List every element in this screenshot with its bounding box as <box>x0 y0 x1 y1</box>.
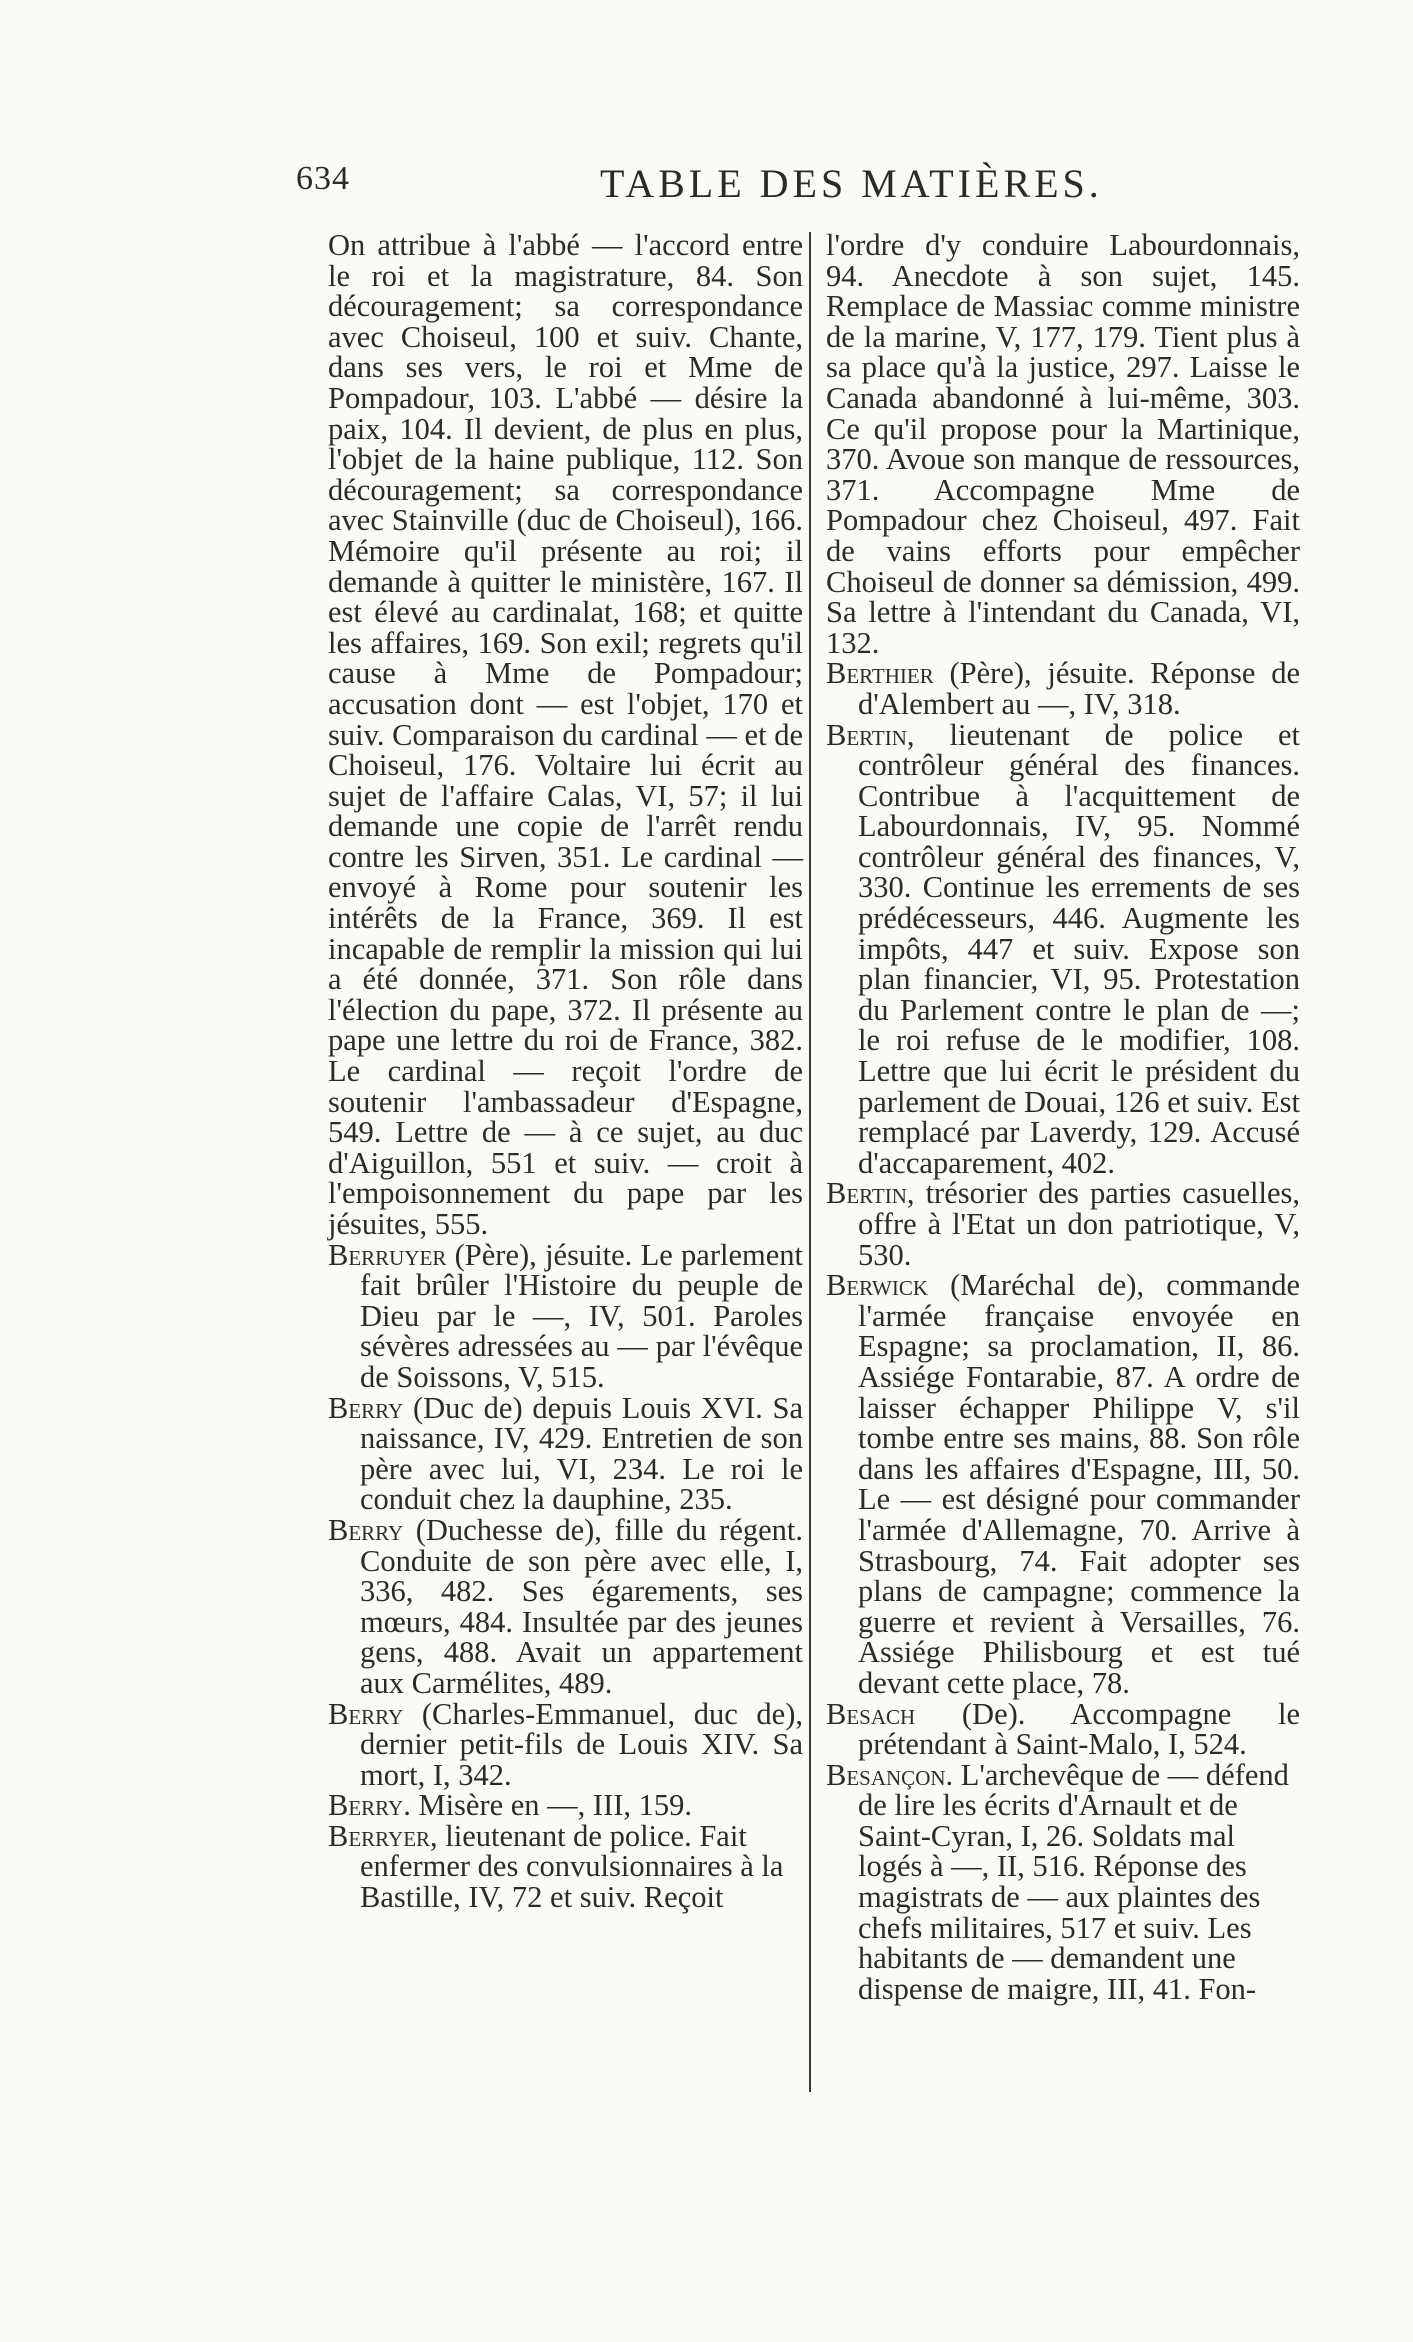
index-entry: Berwick (Maréchal de), commande l'armée française envoyée en Espagne; sa proclamation, II, 86. Assiége Fontarabie, 87. A ordre de laisser échapper Philippe V, s'il tombe entre ses mains, 88. Son rôle dans les affaires d'Espagne, III, 50. Le — est désigné pour commander l'armée d'Allemagne, 70. Arrive à Strasbourg, 74. Fait adopter ses plans de campagne; commence la guerre et revient à Versailles, 76. Assiége Philisbourg et est tué devant cette place, 78. <box>826 1268 1300 1700</box>
entry-heading: Besançon <box>826 1757 946 1792</box>
entry-heading: Berryer <box>328 1818 431 1853</box>
index-entry: Berryer, lieutenant de police. Fait enfermer des convulsionnaires à la Bastille, IV, 72 et suiv. Reçoit <box>328 1818 784 1915</box>
entry-heading: Bertin <box>826 1176 907 1211</box>
running-title: TABLE DES MATIÈRES. <box>600 161 1103 206</box>
index-entry: Berry (Duc de) depuis Louis XVI. Sa naissance, IV, 429. Entretien de son père avec lui, VI, 234. Le roi le conduit chez la dauphine, 235. <box>328 1390 803 1517</box>
entry-heading: Bertin <box>826 717 907 752</box>
entry-heading: Berry <box>328 1788 404 1823</box>
entry-heading: Berry <box>328 1696 404 1731</box>
index-entry: Berry. Misère en —, III, 159. <box>328 1788 693 1823</box>
entry-heading: Berruyer <box>328 1237 447 1272</box>
entry-heading: Besach <box>826 1696 916 1731</box>
index-entry: Besach (De). Accompagne le prétendant à Saint-Malo, I, 524. <box>826 1696 1300 1762</box>
entry-heading: Berry <box>328 1390 404 1425</box>
index-entry: l'ordre d'y conduire Labourdonnais, 94. Anecdote à son sujet, 145. Remplace de Massiac comme ministre de la marine, V, 177, 179. Tient plus à sa place qu'à la justice, 297. Laisse le Canada abandonné à lui-même, 303. Ce qu'il propose pour la Martinique, 370. Avoue son manque de ressources, 371. Accompagne Mme de Pompadour chez Choiseul, 497. Fait de vains efforts pour empêcher Choiseul de donner sa démission, 499. Sa lettre à l'intendant du Canada, VI, 132. <box>826 228 1300 660</box>
index-entry: Bertin, trésorier des parties casuelles, offre à l'Etat un don patriotique, V, 530. <box>826 1176 1300 1272</box>
entry-heading: Berthier <box>826 656 934 691</box>
index-entry: Bertin, lieutenant de police et contrôleur général des finances. Contribue à l'acquittement de Labourdonnais, IV, 95. Nommé contrôleur général des finances, V, 330. Continue les errements de ses prédécesseurs, 446. Augmente les impôts, 447 et suiv. Expose son plan financier, VI, 95. Protestation du Parlement contre le plan de —; le roi refuse de le modifier, 108. Lettre que lui écrit le président du parlement de Douai, 126 et suiv. Est remplacé par Laverdy, 129. Accusé d'accaparement, 402. <box>826 717 1300 1180</box>
page-number: 634 <box>296 160 350 197</box>
column-divider <box>809 232 811 2092</box>
left-column <box>328 230 803 1913</box>
index-entry: Besançon. L'archevêque de — défend de lire les écrits d'Arnault et de Saint-Cyran, I, 26. Soldats mal logés à —, II, 516. Réponse des magistrats de — aux plaintes des chefs militaires, 517 et suiv. Les habitants de — demandent une dispense de maigre, III, 41. Fon- <box>826 1757 1289 2006</box>
index-entry: Berthier (Père), jésuite. Réponse de d'Alembert au —, IV, 318. <box>826 656 1300 721</box>
entry-heading: Berry <box>328 1512 404 1547</box>
index-entry: Berry (Charles-Emmanuel, duc de), dernier petit-fils de Louis XIV. Sa mort, I, 342. <box>328 1696 803 1792</box>
right-column <box>826 230 1300 2004</box>
index-entry: Berruyer (Père), jésuite. Le parlement fait brûler l'Histoire du peuple de Dieu par le —, IV, 501. Paroles sévères adressées au — par l'évêque de Soissons, V, 515. <box>328 1237 803 1394</box>
index-entry: Berry (Duchesse de), fille du régent. Conduite de son père avec elle, I, 336, 482. Ses égarements, ses mœurs, 484. Insultée par des jeunes gens, 488. Avait un appartement aux Carmélites, 489. <box>328 1512 803 1700</box>
entry-heading: Berwick <box>826 1268 929 1303</box>
index-entry: On attribue à l'abbé — l'accord entre le roi et la magistrature, 84. Son découragement; sa correspondance avec Choiseul, 100 et suiv. Chante, dans ses vers, le roi et Mme de Pompadour, 103. L'abbé — désire la paix, 104. Il devient, de plus en plus, l'objet de la haine publique, 112. Son découragement; sa correspondance avec Stainville (duc de Choiseul), 166. Mémoire qu'il présente au roi; il demande à quitter le ministère, 167. Il est élevé au cardinalat, 168; et quitte les affaires, 169. Son exil; regrets qu'il cause à Mme de Pompadour; accusation dont — est l'objet, 170 et suiv. Comparaison du cardinal — et de Choiseul, 176. Voltaire lui écrit au sujet de l'affaire Calas, VI, 57; il lui demande une copie de l'arrêt rendu contre les Sirven, 351. Le cardinal — envoyé à Rome pour soutenir les intérêts de la France, 369. Il est incapable de remplir la mission qui lui a été donnée, 371. Son rôle dans l'élection du pape, 372. Il présente au pape une lettre du roi de France, 382. Le cardinal — reçoit l'ordre de soutenir l'ambassadeur d'Espagne, 549. Lettre de — à ce sujet, au duc d'Aiguillon, 551 et suiv. — croit à l'empoisonnement du pape par les jésuites, 555. <box>328 228 803 1241</box>
